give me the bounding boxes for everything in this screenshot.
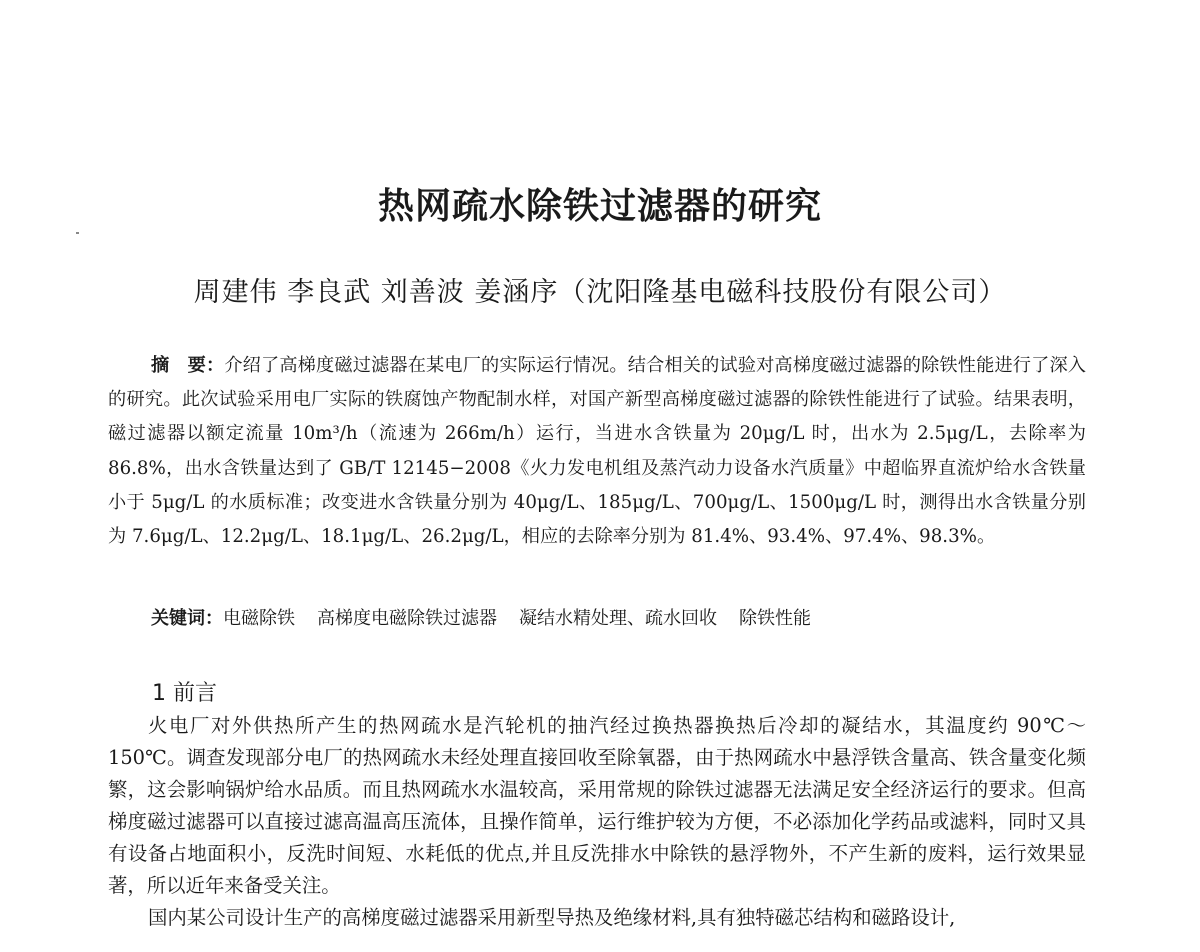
scan-speck: [76, 232, 79, 234]
body-paragraph: 国内某公司设计生产的高梯度磁过滤器采用新型导热及绝缘材料,具有独特磁芯结构和磁路设计,: [148, 906, 956, 929]
keyword-item: 电磁除铁: [223, 608, 295, 629]
keyword-item: 除铁性能: [739, 608, 811, 629]
author-line: 周建伟 李良武 刘善波 姜涵序（沈阳隆基电磁科技股份有限公司）: [193, 277, 1007, 308]
body-paragraph: 火电厂对外供热所产生的热网疏水是汽轮机的抽汽经过换热器换热后冷却的凝结水，其温度约 90℃～150℃。调查发现部分电厂的热网疏水未经处理直接回收至除氧器，由于热网疏水中悬浮铁含量高、铁含量变化频繁，这会影响锅炉给水品质。而且热网疏水水温较高，采用常规的除铁过滤器无法满足安全经济运行的要求。但高梯度磁过滤器可以直接过滤高温高压流体，且操作简单，运行维护较为方便，不必添加化学药品或滤料，同时又具有设备占地面积小，反洗时间短、水耗低的优点,并且反洗排水中除铁的悬浮物外，不产生新的废料，运行效果显著，所以近年来备受关注。: [108, 714, 1086, 897]
keyword-item: 凝结水精处理、疏水回收: [519, 608, 717, 629]
section-heading-introduction: 1 前言: [152, 681, 217, 706]
keywords-label: 关键词：: [151, 608, 223, 629]
keyword-item: 高梯度电磁除铁过滤器: [317, 608, 497, 629]
keywords-line: [151, 606, 1086, 632]
abstract-paragraph: [108, 349, 1086, 554]
paper-title: 热网疏水除铁过滤器的研究: [377, 185, 822, 227]
abstract-label: 摘 要：: [151, 355, 225, 376]
abstract-text: 介绍了高梯度磁过滤器在某电厂的实际运行情况。结合相关的试验对高梯度磁过滤器的除铁性能进行了深入的研究。此次试验采用电厂实际的铁腐蚀产物配制水样，对国产新型高梯度磁过滤器的除铁性能进行了试验。结果表明，磁过滤器以额定流量 10m³/h（流速为 266m/h）运行，当进水含铁量为 20μg/L 时，出水为 2.5μg/L，去除率为 86.8%，出水含铁量达到了 GB/T 12145−2008《火力发电机组及蒸汽动力设备水汽质量》中超临界直流炉给水含铁量小于 5μg/L 的水质标准；改变进水含铁量分别为 40μg/L、185μg/L、700μg/L、1500μg/L 时，测得出水含铁量分别为 7.6μg/L、12.2μg/L、18.1μg/L、26.2μg/L，相应的去除率分别为 81.4%、93.4%、97.4%、98.3%。: [108, 355, 1086, 548]
